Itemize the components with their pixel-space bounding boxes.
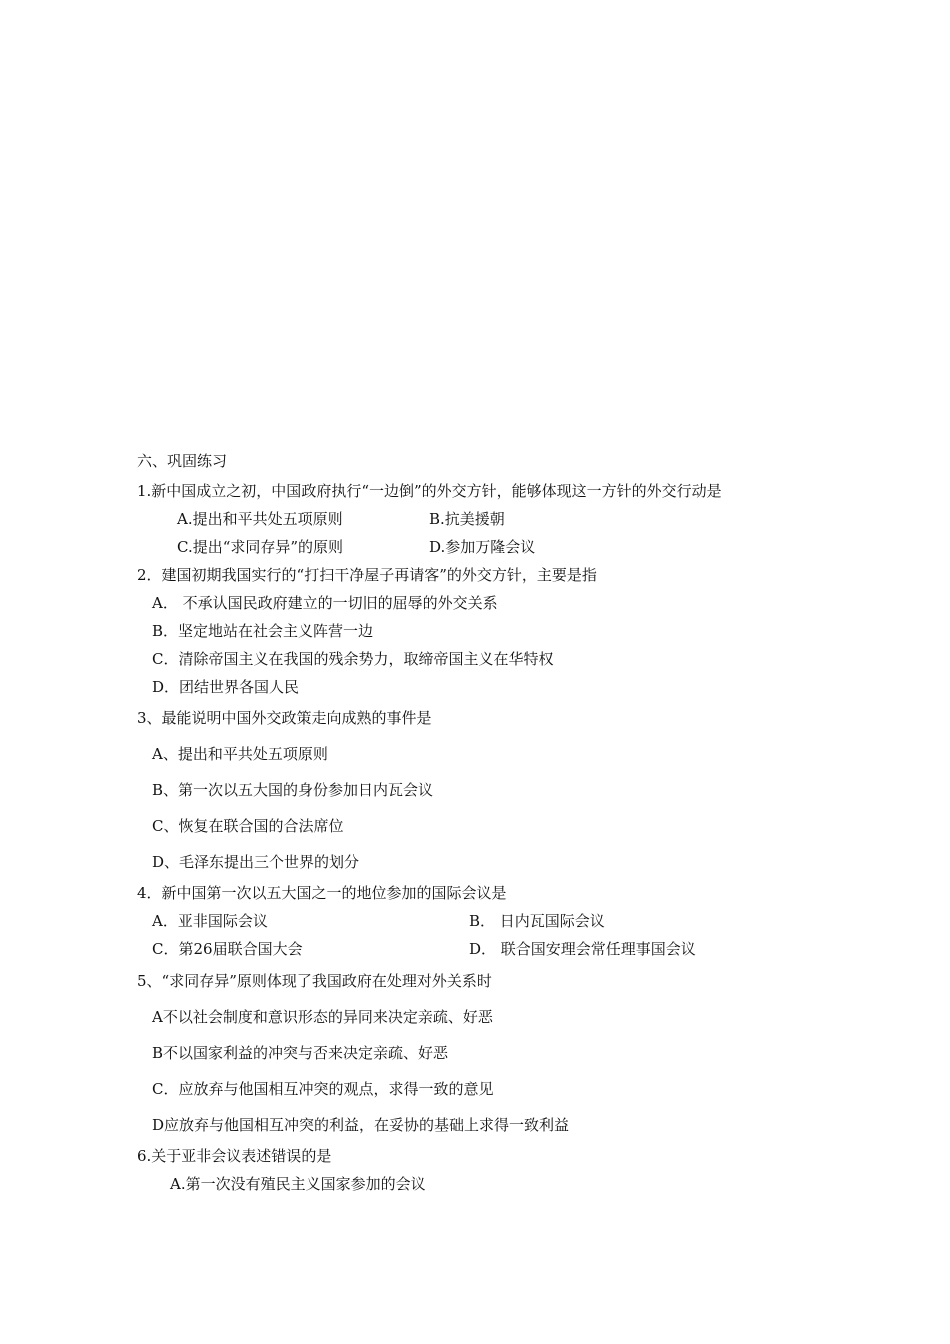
question-3-option-c: C、恢复在联合国的合法席位 [152, 817, 344, 835]
question-6-option-a: A.第一次没有殖民主义国家参加的会议 [170, 1175, 426, 1193]
question-3-option-d: D、毛泽东提出三个世界的划分 [152, 853, 360, 871]
question-2-stem: 2．建国初期我国实行的“打扫干净屋子再请客”的外交方针，主要是指 [137, 566, 597, 584]
question-4-option-c: C．第26届联合国大会 [152, 940, 303, 958]
question-2-option-d: D．团结世界各国人民 [152, 678, 300, 696]
question-3-option-a: A、提出和平共处五项原则 [152, 745, 328, 763]
question-5-option-c: C．应放弃与他国相互冲突的观点，求得一致的意见 [152, 1080, 494, 1098]
question-6-stem: 6.关于亚非会议表述错误的是 [137, 1147, 332, 1165]
question-1-option-c: C.提出“求同存异”的原则 [177, 538, 344, 556]
question-2-option-b: B．坚定地站在社会主义阵营一边 [152, 622, 374, 640]
question-3-stem: 3、最能说明中国外交政策走向成熟的事件是 [137, 709, 432, 727]
question-4-option-a: A．亚非国际会议 [152, 912, 268, 930]
question-1-option-a: A.提出和平共处五项原则 [177, 510, 343, 528]
question-2-option-a: A． 不承认国民政府建立的一切旧的屈辱的外交关系 [152, 594, 498, 612]
question-5-stem: 5、“求同存异”原则体现了我国政府在处理对外关系时 [137, 972, 492, 990]
question-3-option-b: B、第一次以五大国的身份参加日内瓦会议 [152, 781, 434, 799]
question-4-option-d: D． 联合国安理会常任理事国会议 [469, 940, 696, 958]
question-1-stem: 1.新中国成立之初，中国政府执行“一边倒”的外交方针，能够体现这一方针的外交行动是 [137, 482, 722, 500]
question-5-option-a: A不以社会制度和意识形态的异同来决定亲疏、好恶 [152, 1008, 493, 1026]
question-2-option-c: C．清除帝国主义在我国的残余势力，取缔帝国主义在华特权 [152, 650, 554, 668]
question-4-option-b: B． 日内瓦国际会议 [469, 912, 605, 930]
question-1-option-d: D.参加万隆会议 [429, 538, 536, 556]
section-title: 六、巩固练习 [137, 452, 228, 470]
question-1-option-b: B.抗美援朝 [429, 510, 505, 528]
question-5-option-b: B不以国家利益的冲突与否来决定亲疏、好恶 [152, 1044, 449, 1062]
question-5-option-d: D应放弃与他国相互冲突的利益，在妥协的基础上求得一致利益 [152, 1116, 570, 1134]
question-4-stem: 4．新中国第一次以五大国之一的地位参加的国际会议是 [137, 884, 507, 902]
